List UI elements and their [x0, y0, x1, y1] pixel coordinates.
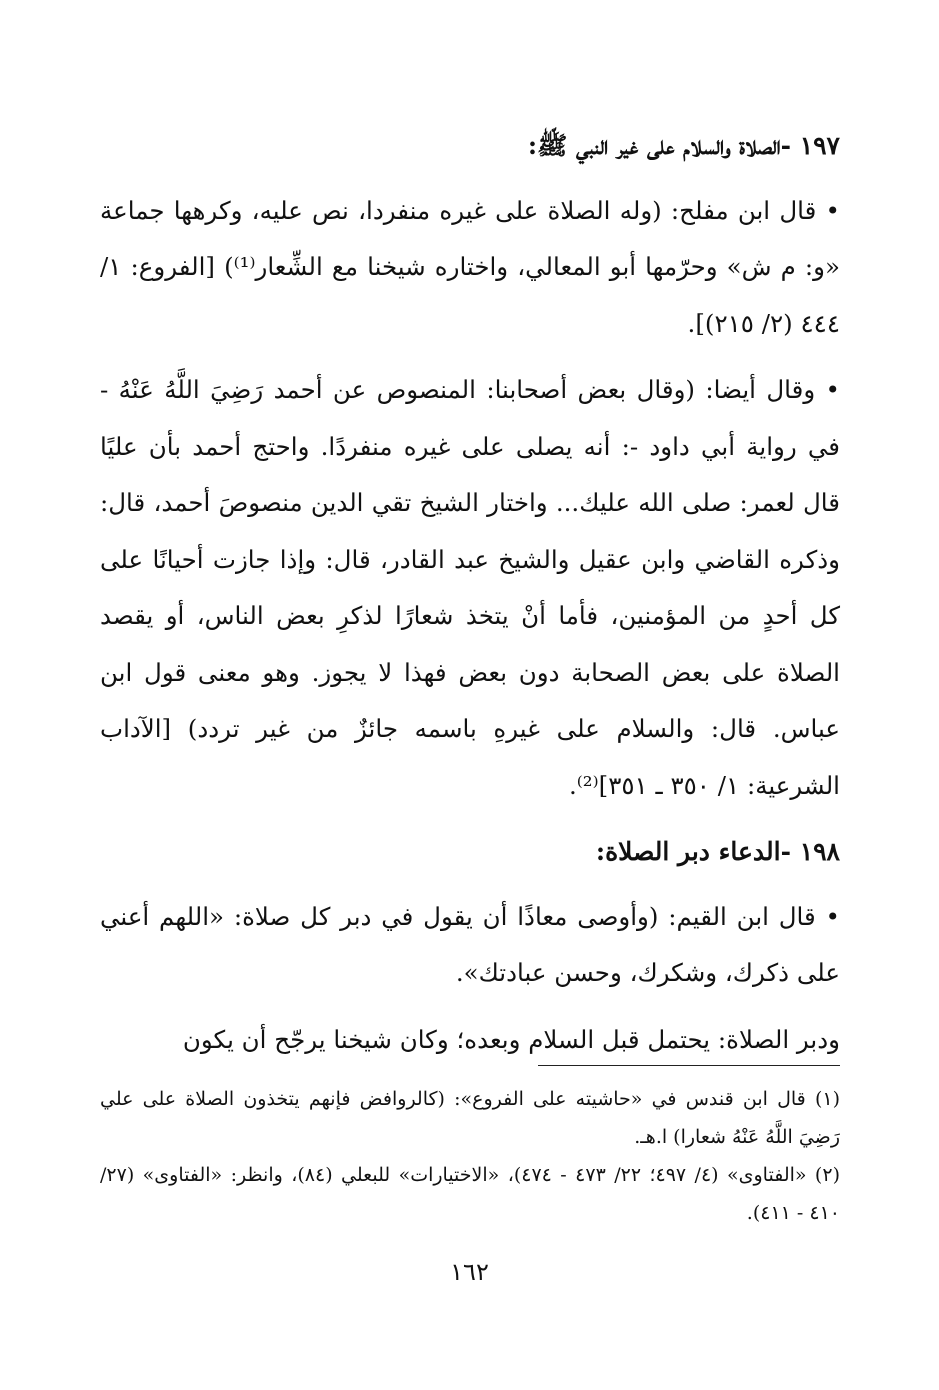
footnote-separator	[538, 1065, 840, 1066]
footnote: (٢) «الفتاوى» (٤/ ٤٩٧؛ ٢٢/ ٤٧٣ - ٤٧٤)، «الاختيارات» للبعلي (٨٤)، وانظر: «الفتاوى» (٢٧/ ٤١٠ - ٤١١).	[100, 1164, 840, 1224]
footnote: (١) قال ابن قندس في «حاشيته على الفروع»: (كالروافض فإنهم يتخذون الصلاة على علي رَضِيَ اللَّهُ عَنْهُ شعارا) ا.هـ.	[100, 1088, 840, 1148]
section-heading: ١٩٧ -الصلاة والسلام على غير النبي ﷺ:	[527, 131, 840, 160]
paragraph: ودبر الصلاة: يحتمل قبل السلام وبعده؛ وكان شيخنا يرجّح أن يكون	[182, 1024, 840, 1054]
paragraph: • قال ابن مفلح: (وله الصلاة على غيره منفردا، نص عليه، وكرهها جماعة «و: م ش» وحرّمها أبو المعالي، واختاره شيخنا مع الشِّعار⁽¹⁾) [الفروع: ١/ ٤٤٤ (٢/ ٢١٥)].	[100, 195, 840, 338]
page-body	[100, 118, 840, 1078]
footnotes	[100, 1080, 840, 1232]
paragraph: • وقال أيضا: (وقال بعض أصحابنا: المنصوص عن أحمد رَضِيَ اللَّهُ عَنْهُ - في رواية أبي داود -: أنه يصلى على غيره منفردًا. واحتج أحمد بأن عليًا قال لعمر: صلى الله عليك... واختار الشيخ تقي الدين منصوصَ أحمد، قال: وذكره القاضي وابن عقيل والشيخ عبد القادر، قال: وإذا جازت أحيانًا على كل أحدٍ من المؤمنين، فأما أنْ يتخذ شعارًا لذكرِ بعض الناس، أو يقصد الصلاة على بعض الصحابة دون بعض فهذا لا يجوز. وهو معنى قول ابن عباس. قال: والسلام على غيرهِ باسمه جائزٌ من غير تردد) [الآداب الشرعية: ١/ ٣٥٠ ـ ٣٥١]⁽²⁾.	[100, 375, 840, 800]
section-heading: ١٩٨ -الدعاء دبر الصلاة:	[595, 837, 840, 866]
paragraph: • قال ابن القيم: (وأوصى معاذًا أن يقول في دبر كل صلاة: «اللهم أعني على ذكرك، وشكرك، وحسن عبادتك».	[100, 901, 840, 987]
page-number: ١٦٢	[450, 1258, 489, 1286]
